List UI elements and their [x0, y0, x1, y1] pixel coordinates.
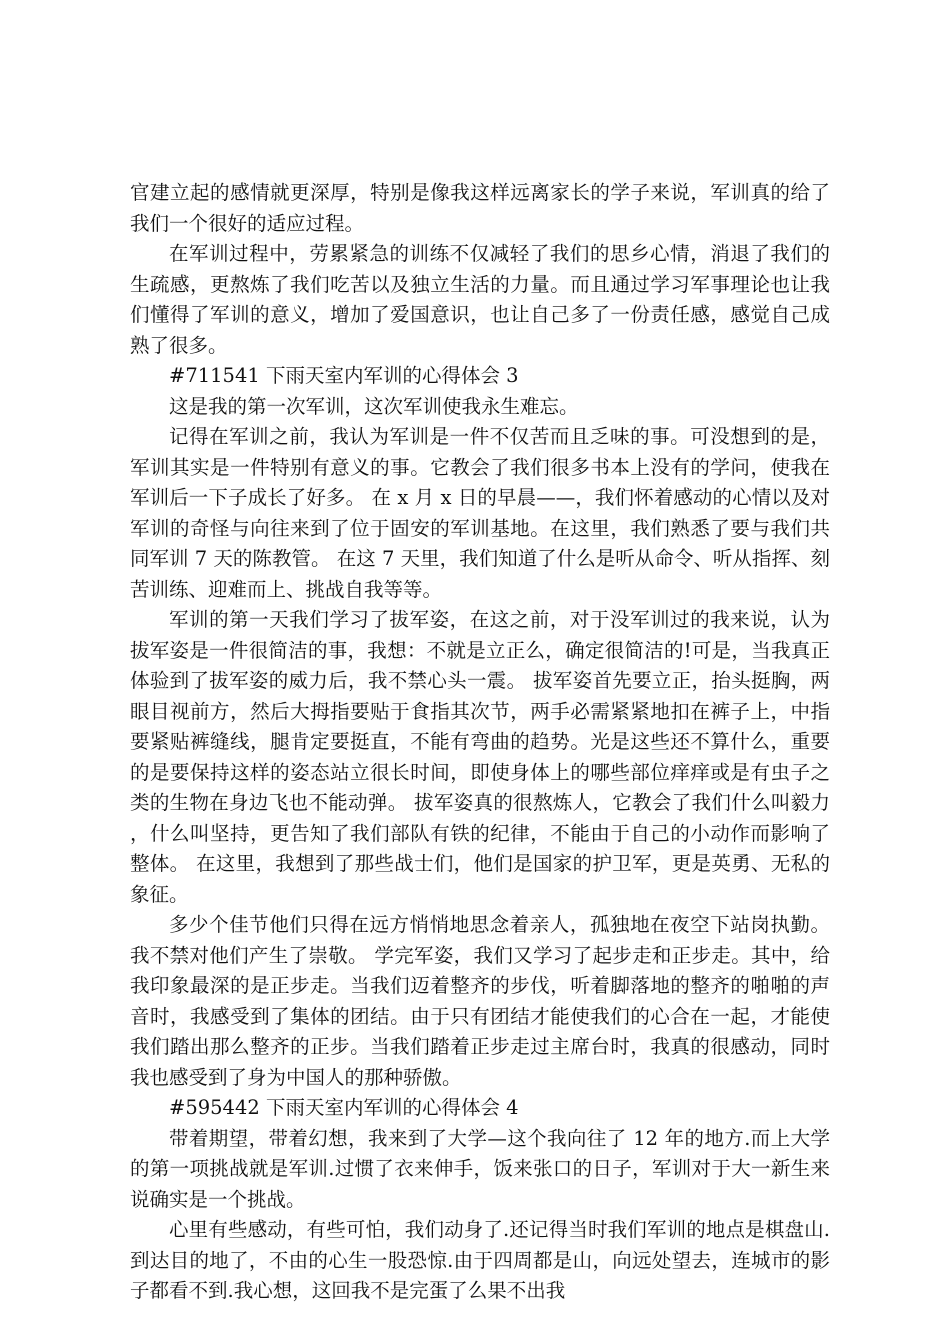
section-heading: #595442 下雨天室内军训的心得体会 4: [169, 1096, 519, 1119]
paragraph: 多少个佳节他们只得在远方悄悄地思念着亲人，孤独地在夜空下站岗执勤。我不禁对他们产生了崇敬。 学完军姿，我们又学习了起步走和正步走。其中，给我印象最深的是正步走。当我们迈着整齐的步伐，听着脚落地的整齐的啪啪的声音时，我感受到了集体的团结。由于只有团结才能使我们的心合在一起，才能使我们踏出那么整齐的正步。当我们踏着正步走过主席台时，我真的很感动，同时我也感受到了身为中国人的那种骄傲。: [130, 913, 830, 1089]
section-heading: #711541 下雨天室内军训的心得体会 3: [169, 364, 519, 387]
paragraph: 带着期望，带着幻想，我来到了大学—这个我向往了 12 年的地方.而上大学的第一项挑战就是军训.过惯了衣来伸手，饭来张口的日子，军训对于大一新生来说确实是一个挑战。: [130, 1126, 830, 1211]
paragraph: 军训的第一天我们学习了拔军姿，在这之前，对于没军训过的我来说，认为拔军姿是一件很简洁的事，我想：不就是立正么，确定很简洁的!可是，当我真正体验到了拔军姿的威力后，我不禁心头一震。 拔军姿首先要立正，抬头挺胸，两眼目视前方，然后大拇指要贴于食指其次节，两手必需紧紧地扣在裤子上，中指要紧贴裤缝线，腿肯定要挺直，不能有弯曲的趋势。光是这些还不算什么，重要的是要保持这样的姿态站立很长时间，即使身体上的哪些部位痒痒或是有虫子之类的生物在身边飞也不能动弹。 拔军姿真的很熬炼人，它教会了我们什么叫毅力，什么叫坚持，更告知了我们部队有铁的纪律，不能由于自己的小动作而影响了整体。 在这里，我想到了那些战士们，他们是国家的护卫军，更是英勇、无私的象征。: [130, 608, 830, 906]
paragraph: 记得在军训之前，我认为军训是一件不仅苦而且乏味的事。可没想到的是，军训其实是一件特别有意义的事。它教会了我们很多书本上没有的学问，使我在军训后一下子成长了好多。 在 x 月 x 日的早晨——，我们怀着感动的心情以及对军训的奇怪与向往来到了位于固安的军训基地。在这里，我们熟悉了要与我们共同军训 7 天的陈教管。 在这 7 天里，我们知道了什么是听从命令、听从指挥、刻苦训练、迎难而上、挑战自我等等。: [130, 425, 830, 601]
document-page: [130, 178, 830, 1307]
paragraph: 官建立起的感情就更深厚，特别是像我这样远离家长的学子来说，军训真的给了我们一个很好的适应过程。: [130, 181, 830, 235]
paragraph: 这是我的第一次军训，这次军训使我永生难忘。: [169, 394, 579, 418]
paragraph: 在军训过程中，劳累紧急的训练不仅减轻了我们的思乡心情，消退了我们的生疏感，更熬炼了我们吃苦以及独立生活的力量。而且通过学习军事理论也让我们懂得了军训的意义，增加了爱国意识，也让自己多了一份责任感，感觉自己成熟了很多。: [130, 242, 830, 357]
paragraph: 心里有些感动，有些可怕，我们动身了.还记得当时我们军训的地点是棋盘山.到达目的地了，不由的心生一股恐惊.由于四周都是山，向远处望去，连城市的影子都看不到.我心想，这回我不是完蛋了么果不出我: [130, 1218, 830, 1302]
